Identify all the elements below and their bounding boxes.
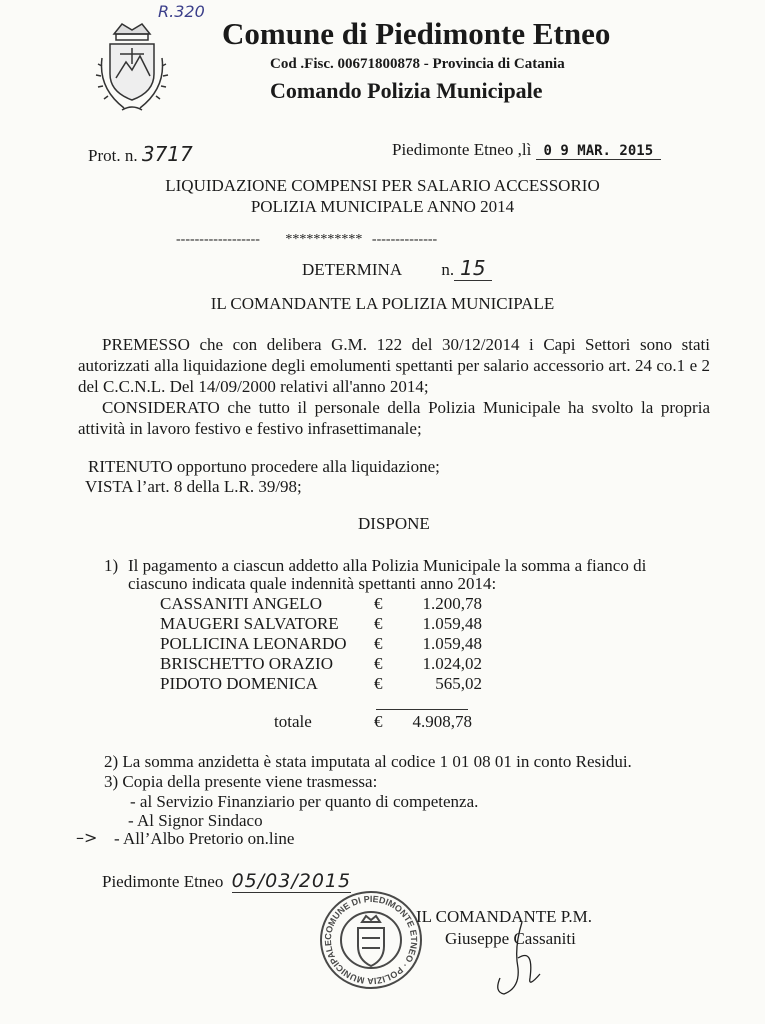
item3-sub-1: - al Servizio Finanziario per quanto di competenza. [130,792,479,811]
fiscal-code: Cod .Fisc. 00671800878 - Provincia di Catania [270,56,565,72]
item1-number: 1) [104,556,119,575]
sign-date: 05/03/2015 [231,870,352,892]
payment-currency: € [374,614,383,633]
svg-text:COMUNE DI PIEDIMONTE ETNEO · P [323,894,419,986]
protocol-number: 3717 [141,142,193,166]
item3: 3) Copia della presente viene trasmessa: [104,772,378,791]
stamp-text: COMUNE DI PIEDIMONTE ETNEO · POLIZIA MUNICIPALE [322,893,420,987]
item1-line1: Il pagamento a ciascun addetto alla Polizia Municipale la somma a fianco di [128,556,647,575]
subject-line-2: POLIZIA MUNICIPALE ANNO 2014 [250,197,515,216]
date-label: Piedimonte Etneo ,lì [392,140,532,159]
handwritten-reference: R.320 [158,2,205,21]
sign-place-label: Piedimonte Etneo [102,872,224,891]
determina-number: 15 [454,256,491,281]
page-title: Comune di Piedimonte Etneo [222,16,611,51]
heading: IL COMANDANTE LA POLIZIA MUNICIPALE [210,294,555,313]
payment-amount: 1.059,48 [422,614,482,633]
subject-line-1: LIQUIDAZIONE COMPENSI PER SALARIO ACCESSORIO [165,176,600,195]
dispone-heading: DISPONE [358,514,430,533]
separator-left: ------------------ [176,232,260,247]
item3-sub-2: - Al Signor Sindaco [128,811,263,830]
separator-stars: *********** [285,232,363,247]
determina-label: DETERMINA [302,260,402,279]
coat-of-arms-icon [92,18,172,123]
separator [176,232,437,248]
date-line [392,140,661,160]
payment-amount: 1.024,02 [422,654,482,673]
sign-place-line [102,870,351,892]
payment-currency: € [374,634,383,653]
payment-name: POLLICINA LEONARDO [160,634,347,653]
vista-line: VISTA l’art. 8 della L.R. 39/98; [85,477,302,496]
payment-amount: 1.200,78 [422,594,482,613]
protocol-line [88,142,193,166]
separator-right: -------------- [371,232,438,247]
premesso-paragraph: PREMESSO che con delibera G.M. 122 del 30/12/2014 i Capi Settori sono stati autorizzati alla liquidazione degli emolumenti spettanti per salario accessorio art. 24 co.1 e 2 del C.C.N.L. Del 14/09/2000 relativi all'anno 2014; [78,335,710,396]
payment-name: PIDOTO DOMENICA [160,674,318,693]
date-stamp: 0 9 MAR. 2015 [536,143,662,160]
payment-currency: € [374,654,383,673]
payment-name: CASSANITI ANGELO [160,594,322,613]
item1-line2: ciascuno indicata quale indennità spettanti anno 2014: [128,574,497,593]
handwritten-signature [484,918,564,1003]
determina-line [302,256,492,280]
arrow-mark: –> [76,828,98,847]
payment-currency: € [374,674,383,693]
considerato-paragraph: CONSIDERATO che tutto il personale della Polizia Municipale ha svolto la propria attività in lavoro festivo e festivo infrasettimanale; [78,398,710,438]
payment-name: BRISCHETTO ORAZIO [160,654,333,673]
official-stamp [316,888,426,997]
total-label: totale [274,712,312,731]
payment-amount: 1.059,48 [422,634,482,653]
payment-amount: 565,02 [435,674,482,693]
determina-n-label: n. [441,260,455,279]
total-amount: 4.908,78 [412,712,472,731]
protocol-label: Prot. n. [88,146,138,165]
total-rule [376,709,468,710]
department-name: Comando Polizia Municipale [270,78,543,103]
payment-name: MAUGERI SALVATORE [160,614,339,633]
total-currency: € [374,712,383,731]
payment-currency: € [374,594,383,613]
ritenuto-line: RITENUTO opportuno procedere alla liquidazione; [88,457,440,476]
item3-sub-3: - All’Albo Pretorio on.line [114,829,295,848]
item2: 2) La somma anzidetta è stata imputata al codice 1 01 08 01 in conto Residui. [104,752,632,771]
signature-name: Giuseppe Cassaniti [445,929,576,948]
signature-title: IL COMANDANTE P.M. [416,907,592,926]
